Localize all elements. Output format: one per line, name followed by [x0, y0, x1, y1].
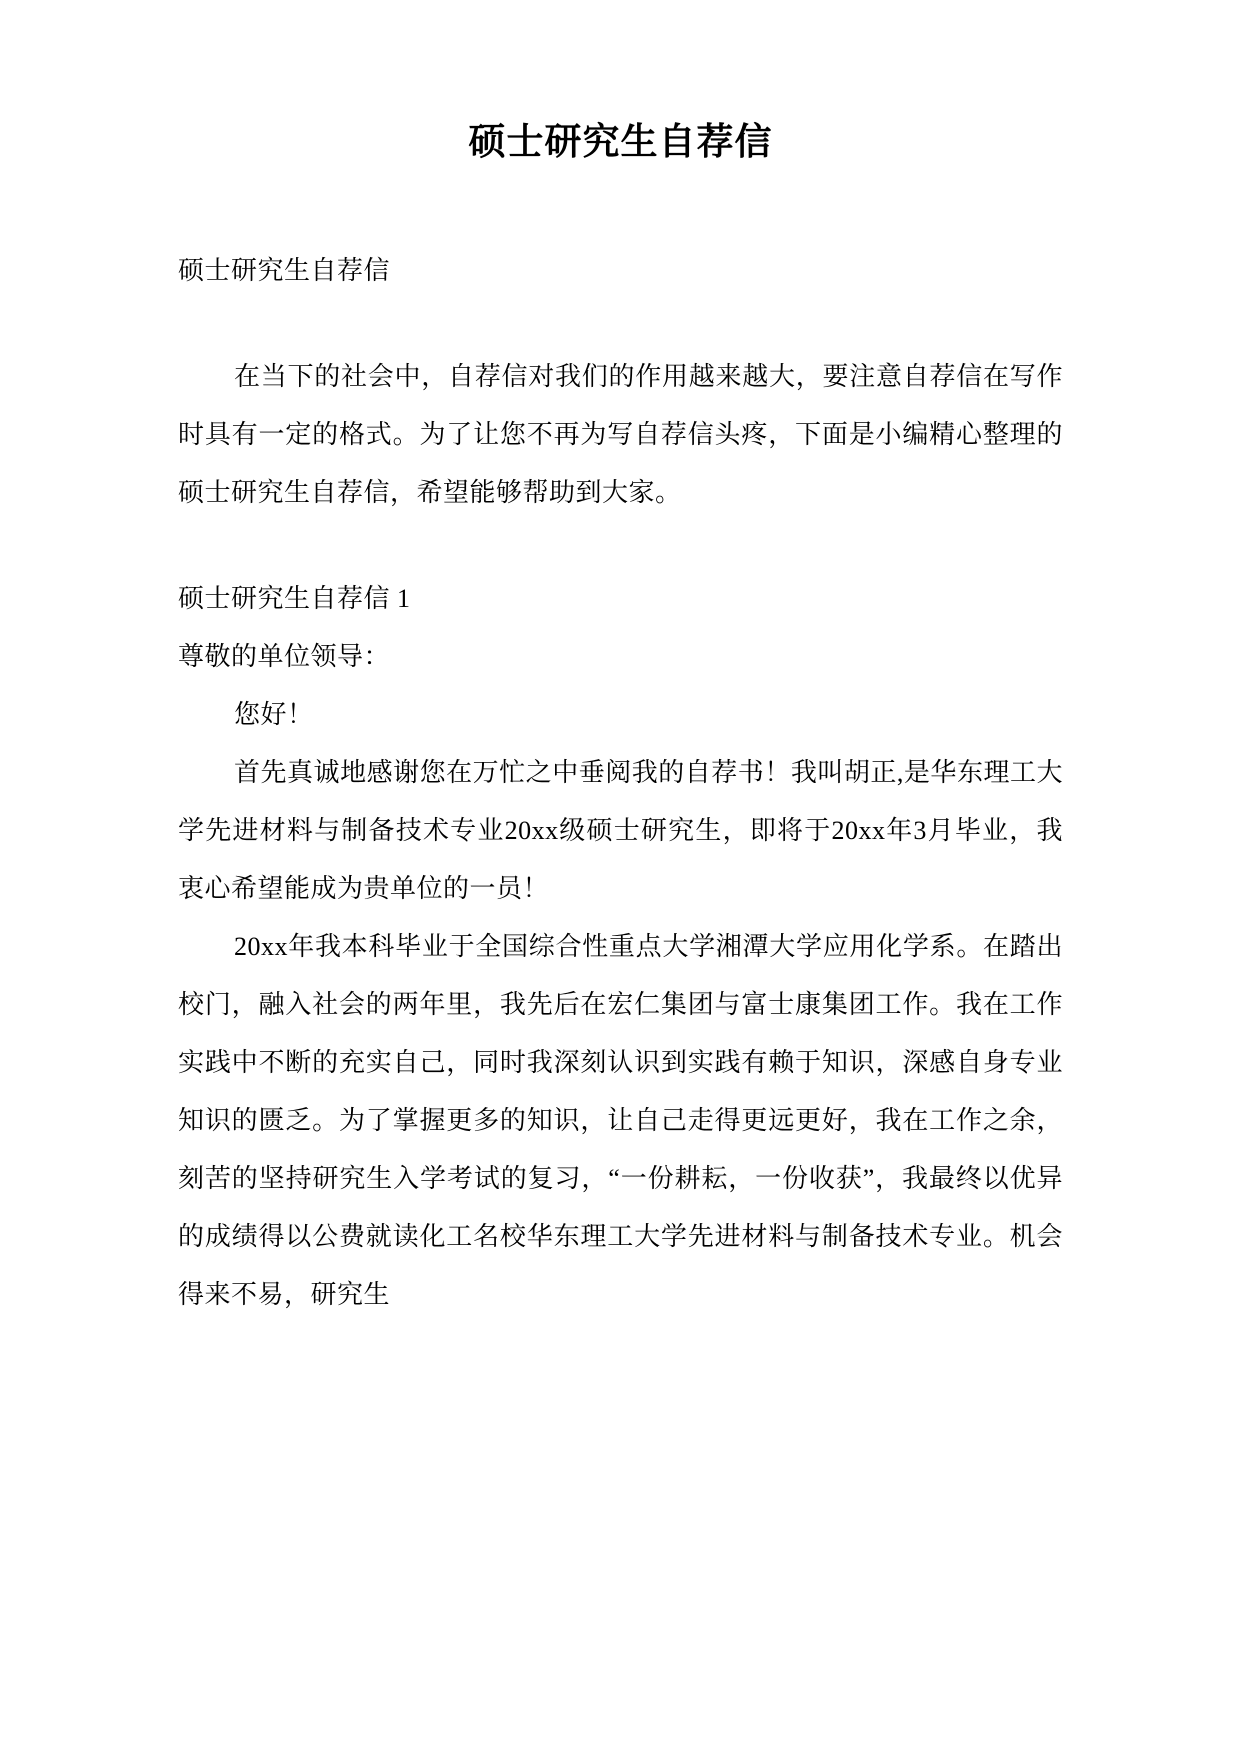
- page-title: 硕士研究生自荐信: [468, 122, 773, 163]
- paragraph-section-heading-1: 硕士研究生自荐信 1: [178, 583, 411, 613]
- paragraph-body-1: 首先真诚地感谢您在万忙之中垂阅我的自荐书！我叫胡正,是华东理工大学先进材料与制备技术专业20xx级硕士研究生，即将于20xx年3月毕业，我衷心希望能成为贵单位的一员！: [178, 757, 1063, 903]
- paragraph-intro: 在当下的社会中，自荐信对我们的作用越来越大，要注意自荐信在写作时具有一定的格式。为了让您不再为写自荐信头疼，下面是小编精心整理的硕士研究生自荐信，希望能够帮助到大家。: [178, 361, 1063, 507]
- paragraph-greeting: 您好！: [234, 699, 314, 729]
- paragraph-body-2: 20xx年我本科毕业于全国综合性重点大学湘潭大学应用化学系。在踏出校门，融入社会的两年里，我先后在宏仁集团与富士康集团工作。我在工作实践中不断的充实自己，同时我深刻认识到实践有赖于知识，深感自身专业知识的匮乏。为了掌握更多的知识，让自己走得更远更好，我在工作之余，刻苦的坚持研究生入学考试的复习，“一份耕耘，一份收获”，我最终以优异的成绩得以公费就读化工名校华东理工大学先进材料与制备技术专业。机会得来不易，研究生: [178, 931, 1063, 1309]
- paragraph-subtitle: 硕士研究生自荐信: [178, 255, 391, 285]
- paragraph-salutation: 尊敬的单位领导：: [178, 641, 391, 671]
